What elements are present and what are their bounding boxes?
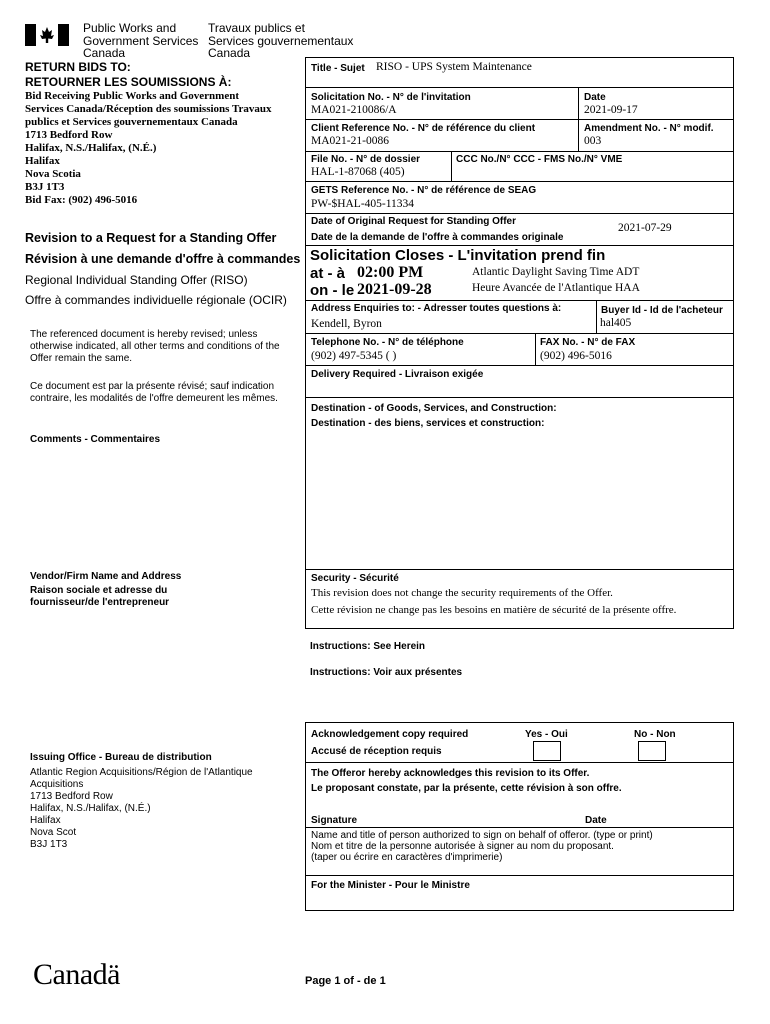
offeror-ack-fr: Le proposant constate, par la présente, cette révision à son offre. — [311, 783, 622, 794]
title-label: Title - Sujet — [311, 63, 365, 74]
amendment-value: 003 — [584, 135, 602, 147]
telephone-value: (902) 497-5345 ( ) — [311, 350, 397, 362]
issuing-office-address: Atlantic Region Acquisitions/Région de l'Atlantique Acquisitions 1713 Bedford Row Halifax, N.S./Halifax, (N.É.) Halifax Nova Scot B3J 1T3 — [30, 767, 253, 850]
instructions-en: Instructions: See Herein — [310, 641, 426, 652]
solicitation-value: MA021-210086/A — [311, 104, 397, 116]
closes-at-prefix: at - à — [310, 265, 346, 282]
offeror-ack-en: The Offeror hereby acknowledges this revision to its Offer. — [311, 768, 590, 779]
amendment-label: Amendment No. - N° modif. — [584, 123, 714, 134]
org-name-fr: Travaux publics et Services gouvernementaux Canada — [208, 21, 354, 60]
buyer-id-value: hal405 — [600, 317, 632, 329]
date-value: 2021-09-17 — [584, 104, 638, 116]
divider — [305, 333, 734, 334]
solicitation-label: Solicitation No. - N° de l'invitation — [311, 92, 471, 103]
divider — [305, 119, 734, 120]
file-no-value: HAL-1-87068 (405) — [311, 166, 405, 178]
divider — [305, 397, 734, 398]
divider — [596, 300, 597, 333]
ack-copy-label: Acknowledgement copy required — [311, 729, 469, 740]
divider — [305, 827, 734, 828]
revision-note-fr: Ce document est par la présente révisé; sauf indication contraire, les modalités de l'offre demeurent les mêmes. — [30, 381, 278, 404]
bid-receiving-address: Bid Receiving Public Works and Government Services Canada/Réception des soumissions Travaux publics et Services gouvernementaux Canada 1713 Bedford Row Halifax, N.S./Halifax, (N.É.) Halifax Nova Scotia B3J 1T3 Bid Fax: (902) 496-5016 — [25, 90, 272, 206]
riso-type-en: Regional Individual Standing Offer (RISO) — [25, 273, 248, 287]
divider — [305, 365, 734, 366]
page-number: Page 1 of - de 1 — [305, 975, 386, 987]
gets-value: PW-$HAL-405-11334 — [311, 198, 415, 210]
date-label: Date — [584, 92, 606, 103]
signature-label: Signature — [311, 815, 358, 826]
file-no-label: File No. - N° de dossier — [311, 154, 421, 165]
divider — [305, 569, 734, 570]
ack-copy-label-fr: Accusé de réception requis — [311, 746, 442, 757]
signature-date-label: Date — [585, 815, 607, 826]
timezone-fr: Heure Avancée de l'Atlantique HAA — [472, 282, 640, 294]
closes-date: 2021-09-28 — [357, 281, 432, 298]
canada-wordmark: Canadä — [33, 958, 120, 991]
divider — [305, 762, 734, 763]
name-title-instructions: Name and title of person authorized to sign on behalf of offeror. (type or print) Nom et titre de la personne autorisée à signer au nom du proposant. (taper ou écrire en caractères d'imprimerie) — [311, 830, 653, 863]
title-value: RISO - UPS System Maintenance — [376, 61, 532, 73]
orig-date-label-fr: Date de la demande de l'offre à commandes originale — [311, 232, 564, 243]
issuing-office-label: Issuing Office - Bureau de distribution — [30, 752, 212, 763]
divider — [305, 245, 734, 246]
divider — [305, 151, 734, 152]
fax-value: (902) 496-5016 — [540, 350, 612, 362]
revision-note-en: The referenced document is hereby revised; unless otherwise indicated, all other terms and conditions of the Offer remain the same. — [30, 329, 280, 364]
vendor-label-fr: Raison sociale et adresse du fournisseur/de l'entrepreneur — [30, 585, 170, 608]
buyer-id-label: Buyer Id - Id de l'acheteur — [601, 305, 723, 316]
org-name-en: Public Works and Government Services Canada — [83, 21, 199, 60]
closes-time: 02:00 PM — [357, 264, 424, 281]
ccc-label: CCC No./N° CCC - FMS No./N° VME — [456, 154, 623, 165]
orig-date-value: 2021-07-29 — [618, 222, 672, 234]
divider — [535, 333, 536, 365]
address-enquiries-label: Address Enquiries to: - Adresser toutes questions à: — [311, 303, 562, 314]
closes-title: Solicitation Closes - L'invitation prend fin — [310, 247, 606, 264]
vendor-label: Vendor/Firm Name and Address — [30, 571, 182, 582]
instructions-fr: Instructions: Voir aux présentes — [310, 667, 463, 678]
security-text-fr: Cette révision ne change pas les besoins en matière de sécurité de la présente offre. — [311, 604, 677, 616]
comments-label: Comments - Commentaires — [30, 434, 161, 445]
return-bids-title: RETURN BIDS TO: RETOURNER LES SOUMISSIONS À: — [25, 60, 232, 89]
divider — [305, 213, 734, 214]
address-enquiries-value: Kendell, Byron — [311, 318, 382, 330]
client-ref-label: Client Reference No. - N° de référence du client — [311, 123, 536, 134]
timezone-en: Atlantic Daylight Saving Time ADT — [472, 266, 640, 278]
no-checkbox[interactable] — [638, 741, 666, 761]
orig-date-label-en: Date of Original Request for Standing Offer — [311, 216, 517, 227]
minister-label: For the Minister - Pour le Ministre — [311, 880, 470, 891]
delivery-required-label: Delivery Required - Livraison exigée — [311, 369, 484, 380]
destination-label-en: Destination - of Goods, Services, and Construction: — [311, 403, 557, 414]
closes-on-prefix: on - le — [310, 282, 355, 299]
revision-title-fr: Révision à une demande d'offre à commandes — [25, 252, 301, 266]
riso-type-fr: Offre à commandes individuelle régionale (OCIR) — [25, 293, 287, 307]
no-label: No - Non — [634, 729, 676, 740]
divider — [305, 300, 734, 301]
gets-label: GETS Reference No. - N° de référence de SEAG — [311, 185, 537, 196]
divider — [305, 875, 734, 876]
divider — [451, 151, 452, 181]
canada-flag-icon — [25, 24, 69, 46]
yes-label: Yes - Oui — [525, 729, 568, 740]
security-text-en: This revision does not change the security requirements of the Offer. — [311, 587, 613, 599]
yes-checkbox[interactable] — [533, 741, 561, 761]
destination-label-fr: Destination - des biens, services et construction: — [311, 418, 545, 429]
security-label: Security - Sécurité — [311, 573, 399, 584]
divider — [305, 181, 734, 182]
revision-title-en: Revision to a Request for a Standing Offer — [25, 231, 277, 245]
telephone-label: Telephone No. - N° de téléphone — [311, 337, 464, 348]
fax-label: FAX No. - N° de FAX — [540, 337, 636, 348]
divider — [305, 87, 734, 88]
client-ref-value: MA021-21-0086 — [311, 135, 389, 147]
